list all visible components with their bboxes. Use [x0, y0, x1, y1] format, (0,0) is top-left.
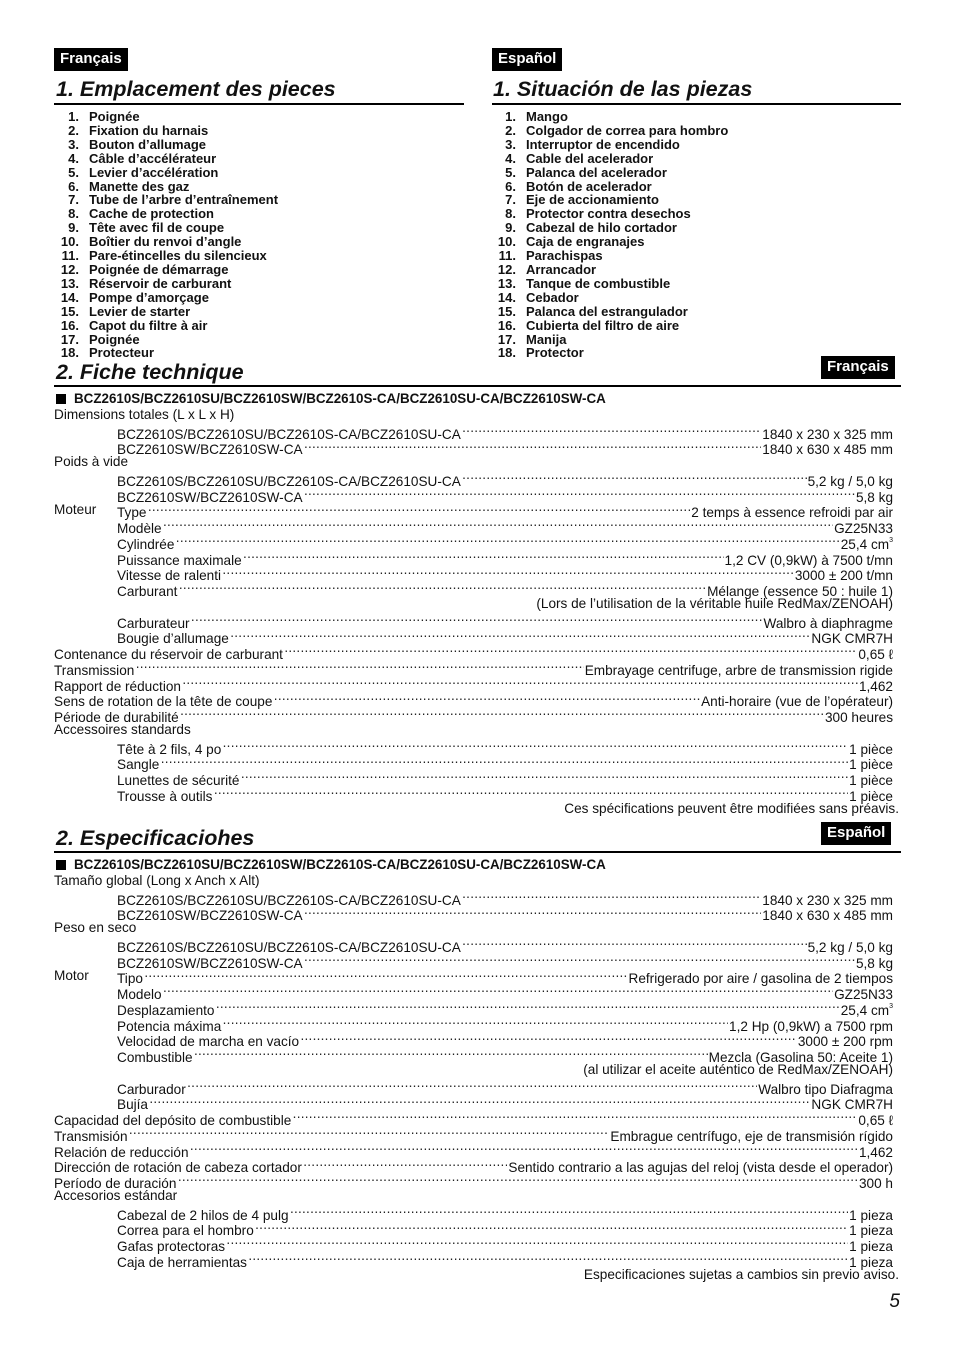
spec-label: Dimensions totales (L x L x H) [54, 407, 235, 422]
spec-row: BCZ2610S/BCZ2610SU/BCZ2610S-CA/BCZ2610SU-CA ····· 1840 x 230 x 325 mm [54, 889, 899, 905]
spec-title-fr: 2. Fiche technique [56, 360, 244, 384]
spec-row: Dirección de rotación de cabeza cortador ····· Sentido contrario a las agujas del reloj (vista desde el operador) [54, 1157, 899, 1173]
part-item: 13. Réservoir de carburant [60, 275, 232, 291]
square-bullet-icon [56, 394, 66, 404]
part-item: 10. Boîtier du renvoi d’angle [60, 234, 242, 250]
part-item: 1. Mango [505, 109, 568, 124]
spec-row: BCZ2610S/BCZ2610SU/BCZ2610S-CA/BCZ2610SU-CA ····· 5,2 kg / 5,0 kg [54, 936, 899, 952]
part-item: 6. Botón de acelerador [505, 178, 652, 194]
spec-row: Sens de rotation de la tête de coupe ····· Anti-horaire (vue de l’opérateur) [54, 691, 899, 707]
spec-row: Carburant ····· Mélange (essence 50 : huile 1) [54, 580, 899, 596]
disclaimer: Ces spécifications peuvent être modifiées sans préavis. [564, 800, 899, 816]
spec-row: Potencia máxima ····· 1,2 Hp (0,9kW) a 7500 rpm [54, 1015, 899, 1031]
spec-row: Transmission ····· Embrayage centrifuge, arbre de transmission rigide [54, 659, 899, 675]
spec-label: Tamaño global (Long x Anch x Alt) [54, 873, 260, 888]
spec-row: BCZ2610S/BCZ2610SU/BCZ2610S-CA/BCZ2610SU-CA ····· 1840 x 230 x 325 mm [54, 423, 899, 439]
part-item: 15. Levier de starter [60, 303, 191, 319]
part-item: 15. Palanca del estrangulador [497, 303, 688, 319]
spec-row: BCZ2610SW/BCZ2610SW-CA ····· 5,8 kg [54, 486, 899, 502]
part-item: 11. Parachispas [498, 248, 603, 264]
part-item: 17. Manija [497, 331, 567, 347]
part-item: 17. Poignée [60, 331, 140, 347]
accessories-list-fr [54, 738, 899, 804]
model-heading: BCZ2610S/BCZ2610SU/BCZ2610SW/BCZ2610S-CA/BCZ2610SU-CA/BCZ2610SW-CA [54, 857, 899, 873]
spec-row: Combustible ····· Mezcla (Gasolina 50: Aceite 1) [54, 1046, 899, 1062]
accessory-row: Tête à 2 fils, 4 po ····· 1 pièce [54, 738, 899, 754]
part-item: 12. Poignée de démarrage [60, 261, 229, 277]
spec-label: Accessoires standards [54, 722, 191, 737]
spec-row: Carburateur ····· Walbro à diaphragme [54, 612, 899, 628]
accessory-row: Trousse à outils ····· 1 pièce [54, 785, 899, 801]
part-item: 8. Cache de protection [68, 206, 214, 222]
accessory-row: Gafas protectoras ····· 1 pieza [54, 1235, 899, 1251]
parts-list-fr [54, 110, 278, 360]
spec-row: Moteur Type ····· 2 temps à essence refroidi par air [54, 502, 899, 518]
spec-row: Capacidad del depósito de combustible ····· 0,65 ℓ [54, 1109, 899, 1125]
part-item: 8. Protector contra desechos [505, 206, 691, 222]
part-item: 18. Protecteur [60, 345, 155, 361]
spec-row: BCZ2610SW/BCZ2610SW-CA ····· 1840 x 630 x 485 mm [54, 905, 899, 921]
spec-row: Modelo ····· GZ25N33 [54, 983, 899, 999]
divider [54, 385, 901, 387]
part-item: 14. Cebador [497, 289, 579, 305]
accessory-row: Sangle ····· 1 pièce [54, 754, 899, 770]
part-item: 11. Pare-étincelles du silencieux [61, 248, 267, 264]
part-item: 2. Fixation du harnais [68, 122, 209, 138]
spec-note: (Lors de l’utilisation de la véritable huile RedMax/ZENOAH) [536, 596, 893, 611]
part-item: 12. Arrancador [497, 261, 597, 277]
divider [54, 851, 901, 853]
accessory-row: Lunettes de sécurité ····· 1 pièce [54, 769, 899, 785]
part-item: 4. Cable del acelerador [505, 150, 654, 166]
part-item: 18. Protector [497, 345, 584, 361]
part-item: 5. Levier d’accélération [68, 164, 219, 180]
spec-row: Rapport de réduction ····· 1,462 [54, 675, 899, 691]
part-item: 9. Cabezal de hilo cortador [505, 220, 677, 236]
part-item: 14. Pompe d’amorçage [60, 289, 209, 305]
spec-row: Carburador ····· Walbro tipo Diafragma [54, 1078, 899, 1094]
part-item: 3. Bouton d’allumage [68, 136, 206, 152]
accessory-row: Correa para el hombro ····· 1 pieza [54, 1220, 899, 1236]
accessory-row: Caja de herramientas ····· 1 pieza [54, 1251, 899, 1267]
spec-row: BCZ2610SW/BCZ2610SW-CA ····· 1840 x 630 x 485 mm [54, 439, 899, 455]
language-badge-es: Español [492, 48, 562, 71]
spec-row: Relación de reducción ····· 1,462 [54, 1141, 899, 1157]
part-item: 16. Cubierta del filtro de aire [497, 317, 680, 333]
part-item: 4. Câble d’accélérateur [68, 150, 217, 166]
spec-note: (al utilizar el aceite auténtico de RedMax/ZENOAH) [583, 1062, 893, 1077]
disclaimer: Especificaciones sujetas a cambios sin previo aviso. [583, 1266, 899, 1282]
spec-row: Desplazamiento ····· 25,4 $cm^3$ [54, 999, 899, 1015]
accessory-row: Cabezal de 2 hilos de 4 pulg ····· 1 pieza [54, 1204, 899, 1220]
parts-list-es [491, 110, 728, 360]
part-item: 13. Tanque de combustible [497, 275, 671, 291]
part-item: 7. Eje de accionamiento [505, 192, 659, 208]
spec-row: Bujía ····· NGK CMR7H [54, 1094, 899, 1110]
part-item: 2. Colgador de correa para hombro [505, 122, 729, 138]
part-item: 9. Tête avec fil de coupe [68, 220, 225, 236]
spec-row: BCZ2610S/BCZ2610SU/BCZ2610S-CA/BCZ2610SU-CA ····· 5,2 kg / 5,0 kg [54, 470, 899, 486]
square-bullet-icon [56, 860, 66, 870]
spec-title-es: 2. Especificaciohes [56, 826, 255, 850]
language-badge-fr: Français [821, 356, 895, 379]
language-badge-es: Español [821, 822, 891, 845]
section1-title-fr: 1. Emplacement des pieces [56, 77, 336, 101]
spec-row: Cylindrée ····· 25,4 $cm^3$ [54, 533, 899, 549]
spec-row: Modèle ····· GZ25N33 [54, 517, 899, 533]
part-item: 3. Interruptor de encendido [505, 136, 680, 152]
language-badge-fr: Français [54, 48, 128, 71]
spec-row: BCZ2610SW/BCZ2610SW-CA ····· 5,8 kg [54, 952, 899, 968]
spec-row: Transmisión ····· Embrague centrífugo, eje de transmisión rígido [54, 1125, 899, 1141]
part-item: 7. Tube de l’arbre d’entraînement [68, 192, 279, 208]
spec-row: Période de durabilité ····· 300 heures [54, 706, 899, 722]
part-item: 16. Capot du filtre à air [60, 317, 208, 333]
spec-row: Puissance maximale ····· 1,2 CV (0,9kW) à 7500 t/mn [54, 549, 899, 565]
divider [492, 103, 901, 105]
spec-row: Contenance du réservoir de carburant ····· 0,65 ℓ [54, 643, 899, 659]
spec-label: Peso en seco [54, 920, 137, 936]
part-item: 5. Palanca del acelerador [505, 164, 667, 180]
spec-row: Motor Tipo ····· Refrigerado por aire / gasolina de 2 tiempos [54, 968, 899, 984]
spec-label: Accesorios estándar [54, 1188, 178, 1203]
accessories-list-es [54, 1204, 899, 1270]
spec-label: Poids à vide [54, 454, 129, 470]
model-heading: BCZ2610S/BCZ2610SU/BCZ2610SW/BCZ2610S-CA/BCZ2610SU-CA/BCZ2610SW-CA [54, 391, 899, 407]
spec-block-es [54, 857, 899, 1283]
part-item: 6. Manette des gaz [68, 178, 190, 194]
section1-title-es: 1. Situación de las piezas [493, 77, 753, 101]
spec-row: Velocidad de marcha en vacío ····· 3000 ± 200 rpm [54, 1031, 899, 1047]
spec-block-fr [54, 391, 899, 817]
page-number: 5 [889, 1291, 900, 1312]
part-item: 10. Caja de engranajes [497, 234, 645, 250]
part-item: 1. Poignée [68, 109, 140, 124]
spec-row: Vitesse de ralenti ····· 3000 ± 200 t/mn [54, 565, 899, 581]
spec-row: Bougie d’allumage ····· NGK CMR7H [54, 628, 899, 644]
spec-row: Período de duración ····· 300 h [54, 1172, 899, 1188]
divider [54, 103, 464, 105]
